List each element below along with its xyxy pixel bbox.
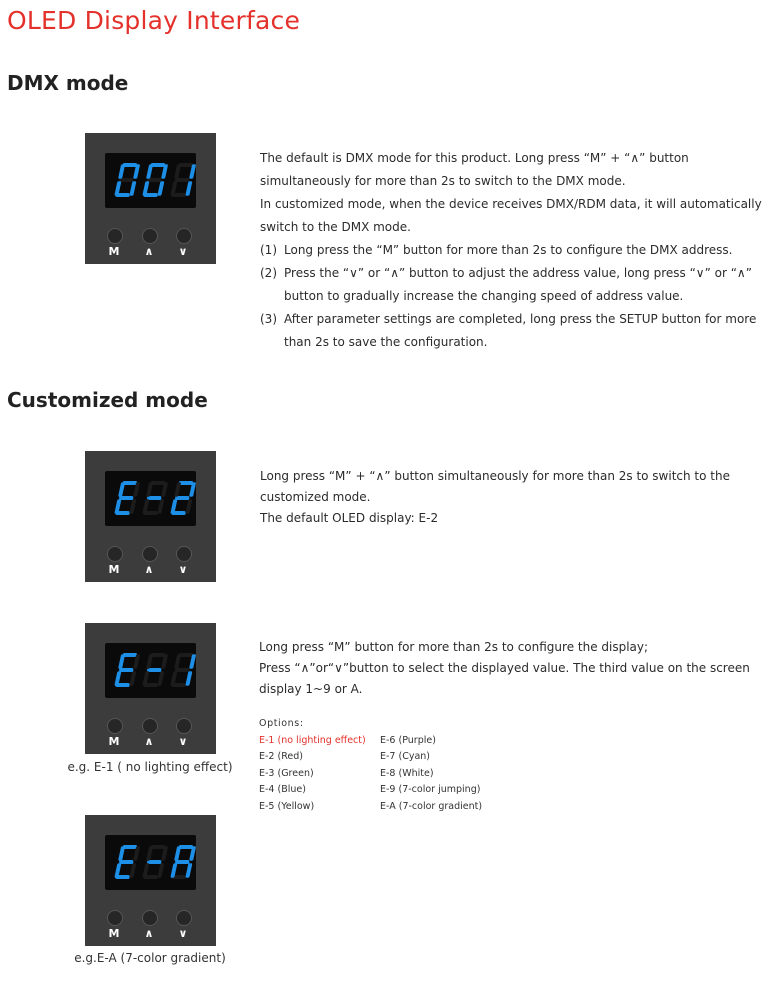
step-number: (2) bbox=[260, 266, 277, 280]
display-segment-a bbox=[123, 845, 137, 849]
display-segment-a bbox=[179, 481, 193, 485]
up-button[interactable] bbox=[142, 546, 158, 562]
seven-segment-digits bbox=[105, 471, 196, 526]
option-item: E-1 (no lighting effect) bbox=[259, 734, 366, 746]
options-list bbox=[259, 716, 482, 815]
display-segment-c bbox=[129, 671, 136, 686]
up-arrow-icon: ∧ bbox=[144, 563, 154, 576]
led-display bbox=[105, 471, 196, 526]
m-label: M bbox=[108, 563, 120, 576]
step-text: After parameter settings are completed, long press the SETUP button for more than 2s to save the configuration. bbox=[284, 312, 757, 349]
seven-segment-digits bbox=[105, 153, 196, 208]
display-segment-a bbox=[179, 845, 193, 849]
up-button[interactable] bbox=[142, 718, 158, 734]
customized-line: The default OLED display: E-2 bbox=[260, 511, 439, 525]
display-segment-f bbox=[118, 846, 125, 861]
section-title-dmx: DMX mode bbox=[7, 71, 129, 95]
display-segment-c bbox=[129, 181, 136, 196]
display-segment-a bbox=[123, 481, 137, 485]
step-text: Long press the “M” button for more than 2s to configure the DMX address. bbox=[284, 243, 733, 257]
down-arrow-icon: ∨ bbox=[178, 927, 188, 940]
option-item: E-5 (Yellow) bbox=[259, 800, 315, 812]
dmx-step bbox=[260, 308, 778, 354]
down-arrow-icon: ∨ bbox=[178, 563, 188, 576]
step-number: (3) bbox=[260, 312, 277, 326]
m-label: M bbox=[108, 735, 120, 748]
device-panel-e1 bbox=[85, 623, 216, 754]
display-segment-a bbox=[179, 163, 193, 167]
page-title: OLED Display Interface bbox=[7, 6, 301, 35]
display-segment-f bbox=[146, 654, 153, 669]
customized-description bbox=[260, 466, 775, 529]
display-segment-f bbox=[118, 164, 125, 179]
display-segment-f bbox=[174, 482, 181, 497]
display-segment-c bbox=[185, 181, 192, 196]
down-button[interactable] bbox=[176, 910, 192, 926]
display-segment-f bbox=[146, 846, 153, 861]
customized-line: Long press “M” + “∧” button simultaneously for more than 2s to switch to the customized mode. bbox=[260, 469, 730, 504]
display-segment-a bbox=[123, 163, 137, 167]
display-segment-a bbox=[179, 653, 193, 657]
display-segment-c bbox=[157, 181, 164, 196]
seven-segment-digits bbox=[105, 835, 196, 890]
options-column-2 bbox=[380, 733, 482, 816]
led-display bbox=[105, 153, 196, 208]
device-panel-ea bbox=[85, 815, 216, 946]
device-panel-e2 bbox=[85, 451, 216, 582]
dmx-description bbox=[260, 147, 778, 354]
led-display bbox=[105, 643, 196, 698]
down-button[interactable] bbox=[176, 228, 192, 244]
option-item: E-2 (Red) bbox=[259, 751, 303, 762]
option-item: E-8 (White) bbox=[380, 767, 434, 779]
option-item: E-A (7-color gradient) bbox=[380, 800, 483, 812]
display-segment-a bbox=[123, 653, 137, 657]
m-button[interactable] bbox=[107, 910, 123, 926]
display-config-description bbox=[259, 637, 774, 700]
display-segment-c bbox=[157, 863, 164, 878]
config-line: Press “∧”or“∨”button to select the displayed value. The third value on the screen display 1~9 or A. bbox=[259, 661, 750, 696]
section-title-customized: Customized mode bbox=[7, 388, 208, 412]
display-segment-f bbox=[118, 482, 125, 497]
display-segment-c bbox=[185, 863, 192, 878]
config-line: Long press “M” button for more than 2s to configure the display; bbox=[259, 640, 649, 654]
options-heading: Options: bbox=[259, 718, 304, 729]
display-segment-c bbox=[185, 671, 192, 686]
step-number: (1) bbox=[260, 243, 277, 257]
dmx-step bbox=[260, 262, 778, 308]
display-segment-c bbox=[157, 499, 164, 514]
down-button[interactable] bbox=[176, 718, 192, 734]
dmx-step bbox=[260, 239, 778, 262]
caption-ea: e.g.E-A (7-color gradient) bbox=[74, 951, 226, 965]
display-segment-c bbox=[129, 499, 136, 514]
dmx-paragraph: The default is DMX mode for this product. Long press “M” + “∧” button simultaneously for more than 2s to switch to the DMX mode. bbox=[260, 151, 689, 188]
up-button[interactable] bbox=[142, 228, 158, 244]
option-item: E-7 (Cyan) bbox=[380, 751, 431, 762]
display-segment-a bbox=[151, 845, 165, 849]
caption-e1: e.g. E-1 ( no lighting effect) bbox=[67, 760, 233, 774]
up-button[interactable] bbox=[142, 910, 158, 926]
up-arrow-icon: ∧ bbox=[144, 735, 154, 748]
m-label: M bbox=[108, 245, 120, 258]
display-segment-c bbox=[185, 499, 192, 514]
seven-segment-digits bbox=[105, 643, 196, 698]
option-item: E-6 (Purple) bbox=[380, 734, 436, 746]
options-column-1 bbox=[259, 733, 380, 816]
dmx-paragraph: In customized mode, when the device receives DMX/RDM data, it will automatically switch to the DMX mode. bbox=[260, 197, 762, 234]
m-button[interactable] bbox=[107, 228, 123, 244]
display-segment-a bbox=[151, 481, 165, 485]
m-label: M bbox=[108, 927, 120, 940]
up-arrow-icon: ∧ bbox=[144, 245, 154, 258]
m-button[interactable] bbox=[107, 546, 123, 562]
display-segment-f bbox=[174, 164, 181, 179]
step-text: Press the “∨” or “∧” button to adjust the address value, long press “∨” or “∧” button to gradually increase the changing speed of address value. bbox=[284, 266, 752, 303]
display-segment-a bbox=[151, 653, 165, 657]
led-display bbox=[105, 835, 196, 890]
down-arrow-icon: ∨ bbox=[178, 735, 188, 748]
display-segment-f bbox=[146, 164, 153, 179]
display-segment-f bbox=[174, 846, 181, 861]
up-arrow-icon: ∧ bbox=[144, 927, 154, 940]
display-segment-a bbox=[151, 163, 165, 167]
display-segment-f bbox=[174, 654, 181, 669]
device-panel-dmx bbox=[85, 133, 216, 264]
display-segment-c bbox=[157, 671, 164, 686]
option-item: E-9 (7-color jumping) bbox=[380, 784, 481, 795]
display-segment-f bbox=[118, 654, 125, 669]
option-item: E-4 (Blue) bbox=[259, 784, 306, 795]
m-button[interactable] bbox=[107, 718, 123, 734]
display-segment-f bbox=[146, 482, 153, 497]
down-button[interactable] bbox=[176, 546, 192, 562]
option-item: E-3 (Green) bbox=[259, 767, 314, 779]
display-segment-c bbox=[129, 863, 136, 878]
down-arrow-icon: ∨ bbox=[178, 245, 188, 258]
